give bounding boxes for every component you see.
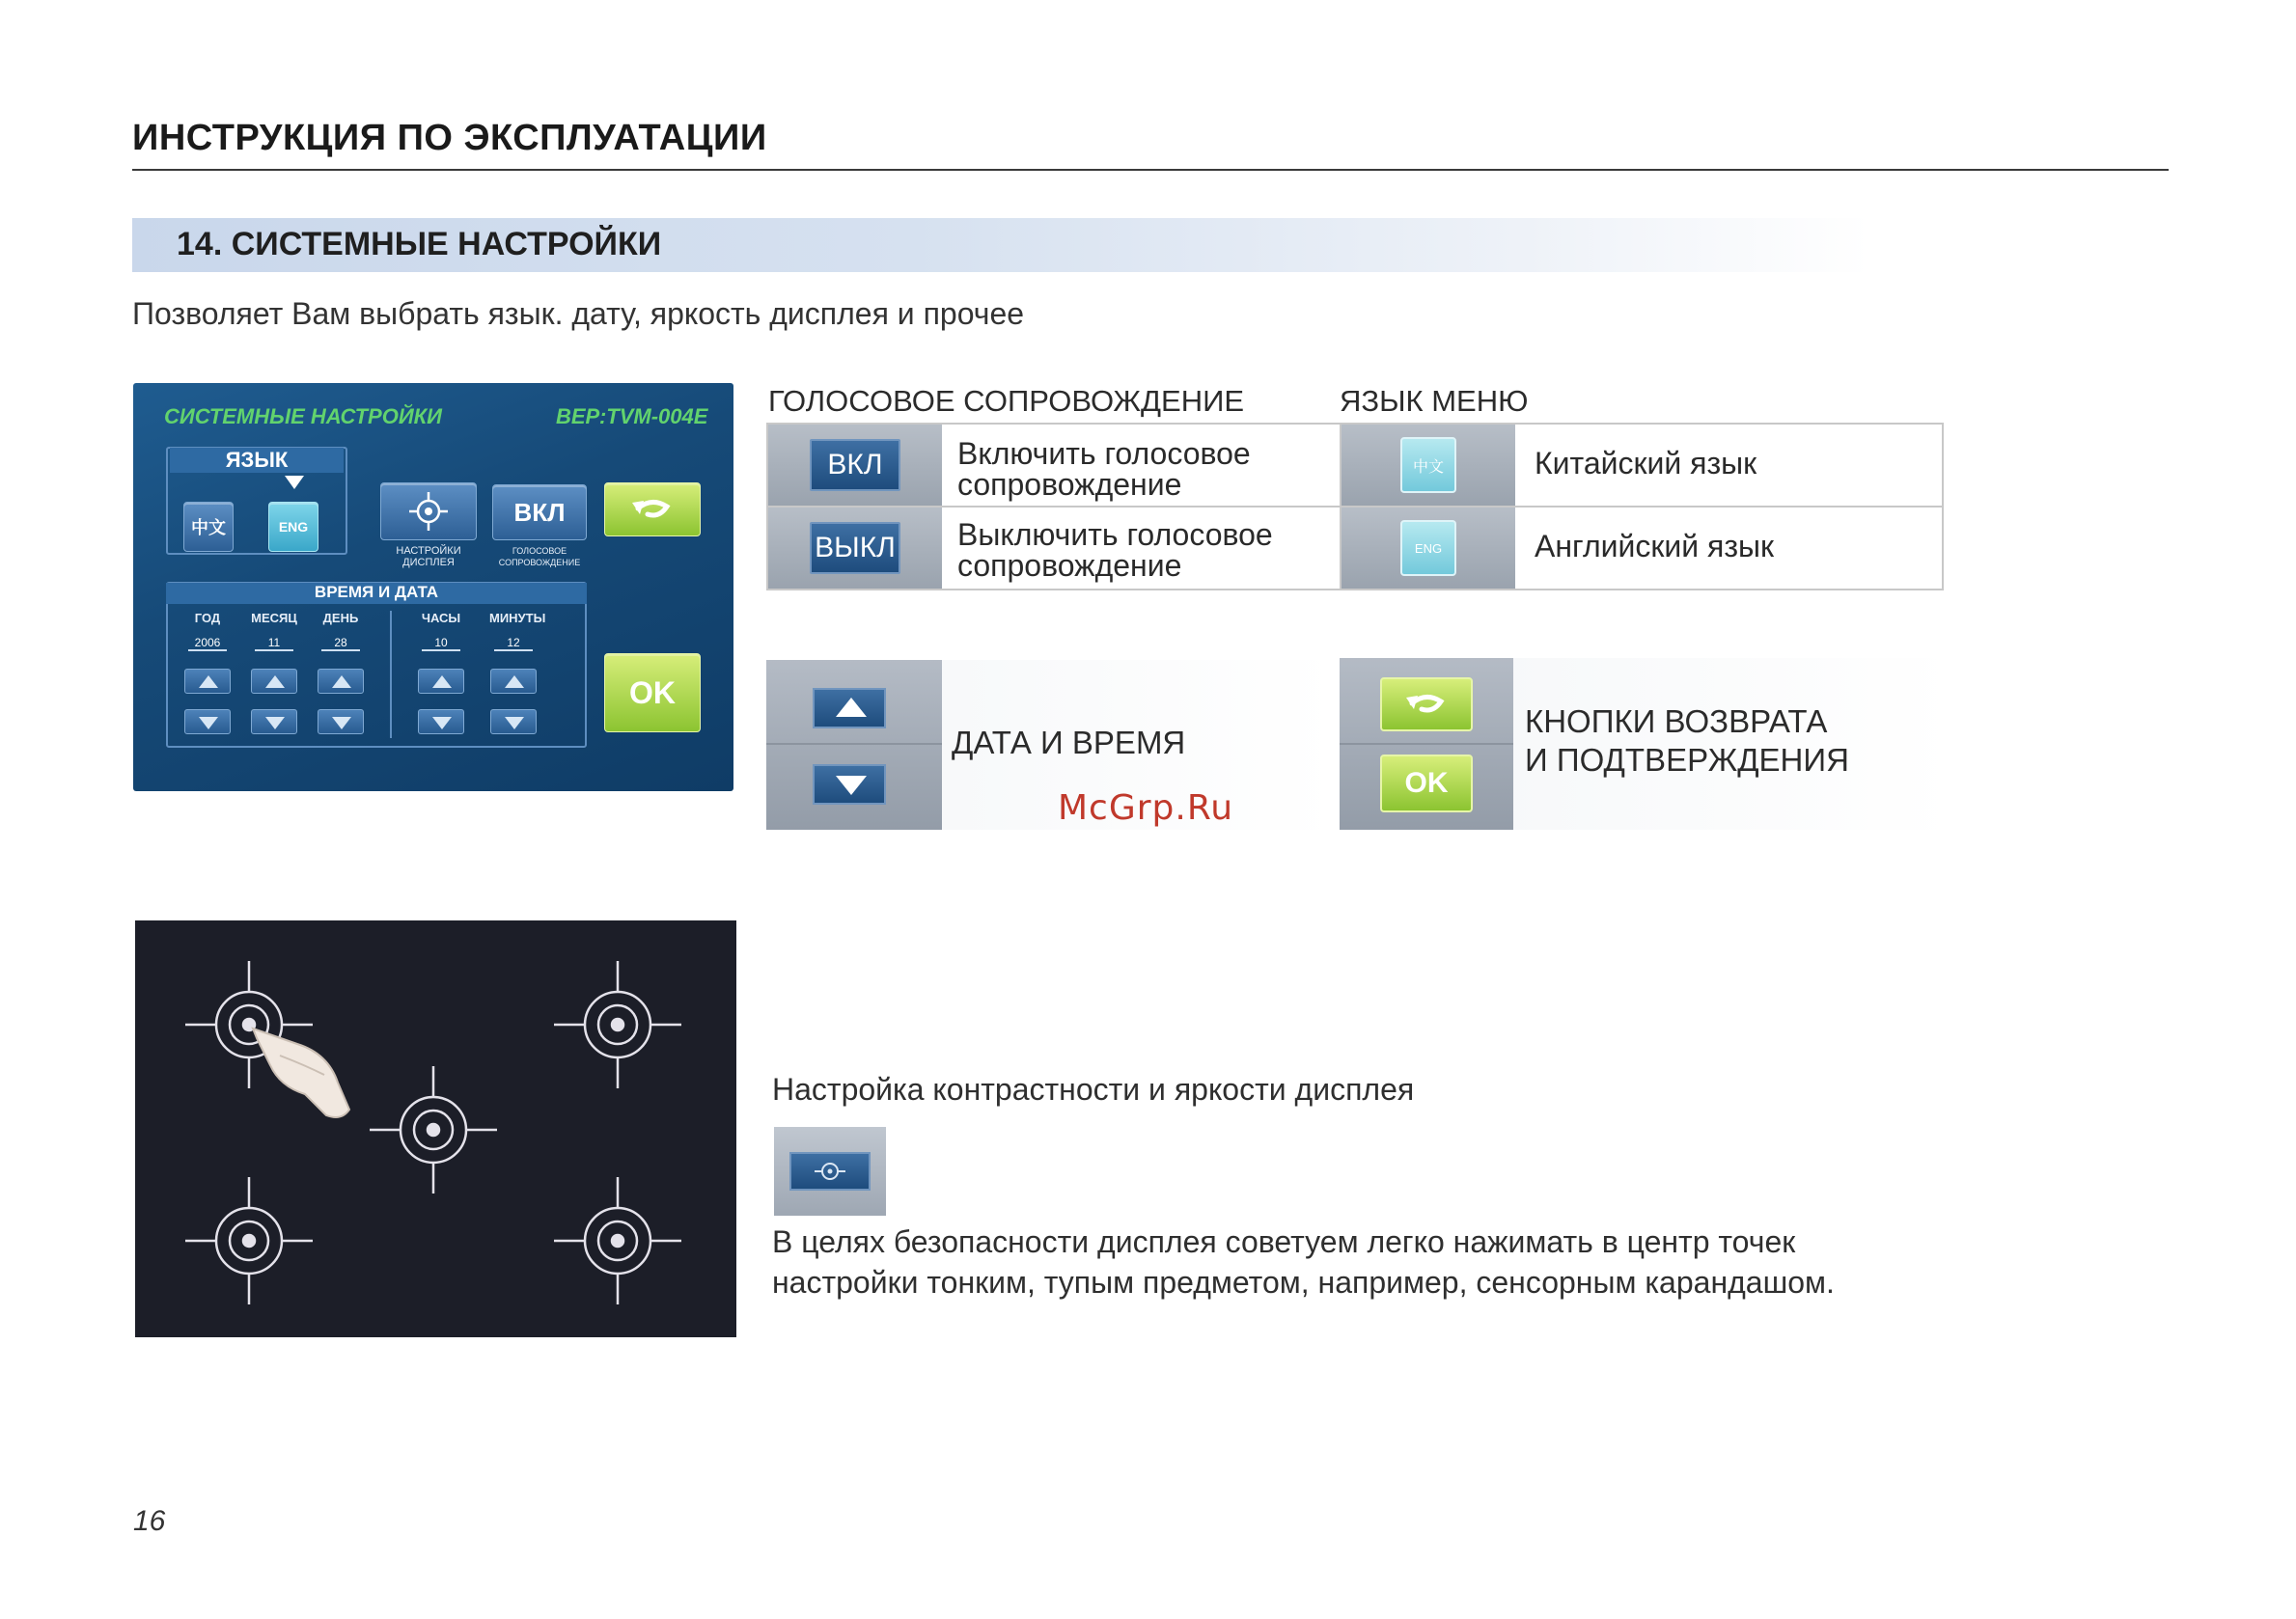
down-arrow-button <box>813 764 886 805</box>
settings-screen-image <box>133 383 733 791</box>
doc-title: ИНСТРУКЦИЯ ПО ЭКСПЛУАТАЦИИ <box>132 118 767 158</box>
ok-button[interactable]: OK <box>604 653 701 732</box>
lang-cn-button[interactable]: 中文 <box>183 502 234 552</box>
display-settings-button[interactable] <box>380 482 477 540</box>
return-sample-button <box>1380 677 1473 731</box>
calibration-note-line2: настройки тонким, тупым предметом, например, сенсорным карандашом. <box>772 1265 1835 1300</box>
voice-row-off <box>768 508 1340 589</box>
voice-off-icon-cell <box>768 508 942 589</box>
display-settings-icon-box <box>774 1127 886 1216</box>
voice-off-desc-line1: Выключить голосовое <box>957 517 1273 552</box>
voice-label: ГОЛОСОВОЕ СОПРОВОЖДЕНИЕ <box>498 546 581 567</box>
return-button[interactable] <box>604 482 701 536</box>
year-label: ГОД <box>194 611 221 625</box>
menu-lang-table <box>1340 423 1944 590</box>
lang-eng-desc: Английский язык <box>1535 529 1775 563</box>
watermark: McGrp.Ru <box>1058 788 1234 828</box>
year-value: 2006 <box>188 636 227 651</box>
return-arrow-icon <box>1404 690 1449 719</box>
lang-cn-desc: Китайский язык <box>1535 446 1757 480</box>
hours-down-button[interactable] <box>418 709 464 734</box>
month-value: 11 <box>255 636 293 651</box>
day-value: 28 <box>321 636 360 651</box>
voice-row-on <box>768 425 1340 508</box>
lang-eng-sample-button: ENG <box>1400 520 1456 576</box>
day-up-button[interactable] <box>318 669 364 694</box>
voice-on-button[interactable]: ВКЛ <box>492 484 587 540</box>
return-buttons-divider <box>1340 743 1513 745</box>
page-number: 16 <box>133 1505 166 1537</box>
datetime-label: ВРЕМЯ И ДАТА <box>166 583 587 604</box>
hand-icon <box>253 1029 349 1117</box>
selected-indicator-icon <box>285 476 304 489</box>
menu-lang-row-cn <box>1342 425 1942 508</box>
intro-text: Позволяет Вам выбрать язык. дату, яркость дисплея и прочее <box>132 296 1025 331</box>
minutes-value: 12 <box>494 636 533 651</box>
voice-off-sample-button: ВЫКЛ <box>810 522 900 574</box>
hours-value: 10 <box>422 636 460 651</box>
target-bottom-left <box>185 1177 313 1304</box>
lang-eng-button[interactable]: ENG <box>268 502 318 552</box>
voice-on-desc-line2: сопровождение <box>957 467 1182 502</box>
ok-sample-button: OK <box>1380 755 1473 812</box>
up-arrow-icon <box>836 698 867 717</box>
down-arrow-icon <box>836 776 867 795</box>
day-label: ДЕНЬ <box>322 611 359 625</box>
target-center <box>370 1066 497 1194</box>
year-up-button[interactable] <box>184 669 231 694</box>
minutes-label: МИНУТЫ <box>489 611 546 625</box>
language-label: ЯЗЫК <box>170 448 344 473</box>
voice-table <box>766 423 1342 590</box>
year-down-button[interactable] <box>184 709 231 734</box>
day-down-button[interactable] <box>318 709 364 734</box>
target-bottom-right <box>554 1177 681 1304</box>
section-title: 14. СИСТЕМНЫЕ НАСТРОЙКИ <box>177 226 662 262</box>
hours-label: ЧАСЫ <box>421 611 461 625</box>
return-arrow-icon <box>630 495 675 524</box>
title-divider <box>132 169 2169 171</box>
month-label: МЕСЯЦ <box>251 611 297 625</box>
datetime-caption: ДАТА И ВРЕМЯ <box>952 725 1186 760</box>
target-top-right <box>554 961 681 1088</box>
up-arrow-button <box>813 688 886 728</box>
minutes-down-button[interactable] <box>490 709 537 734</box>
calibration-note-line1: В целях безопасности дисплея советуем легко нажимать в центр точек <box>772 1224 1796 1259</box>
display-settings-label: НАСТРОЙКИ ДИСПЛЕЯ <box>396 545 461 568</box>
calibration-targets <box>135 920 736 1337</box>
menu-lang-row-eng <box>1342 508 1942 589</box>
lang-cn-icon-cell <box>1342 425 1515 506</box>
datetime-divider <box>390 611 392 738</box>
voice-on-sample-button: ВКЛ <box>810 439 900 491</box>
hours-up-button[interactable] <box>418 669 464 694</box>
datetime-buttons-divider <box>766 743 942 745</box>
voice-on-desc-line1: Включить голосовое <box>957 436 1251 471</box>
calibration-screen-image <box>135 920 736 1337</box>
crosshair-icon <box>407 490 450 533</box>
month-up-button[interactable] <box>251 669 297 694</box>
lang-eng-icon-cell <box>1342 508 1515 589</box>
screen-version: ВЕР:TVM-004E <box>556 404 708 428</box>
month-down-button[interactable] <box>251 709 297 734</box>
voice-table-heading: ГОЛОСОВОЕ СОПРОВОЖДЕНИЕ <box>768 384 1245 418</box>
minutes-up-button[interactable] <box>490 669 537 694</box>
menu-lang-heading: ЯЗЫК МЕНЮ <box>1340 384 1529 418</box>
calibration-title: Настройка контрастности и яркости дисплея <box>772 1072 1415 1107</box>
return-caption-line2: И ПОДТВЕРЖДЕНИЯ <box>1525 742 1849 778</box>
lang-cn-sample-button: 中文 <box>1400 437 1456 493</box>
voice-off-desc-line2: сопровождение <box>957 548 1182 583</box>
return-caption-line1: КНОПКИ ВОЗВРАТА <box>1525 703 1828 739</box>
display-settings-sample-button <box>789 1152 871 1191</box>
crosshair-icon <box>791 1154 869 1189</box>
voice-on-icon-cell <box>768 425 942 506</box>
screen-title: СИСТЕМНЫЕ НАСТРОЙКИ <box>164 404 442 428</box>
